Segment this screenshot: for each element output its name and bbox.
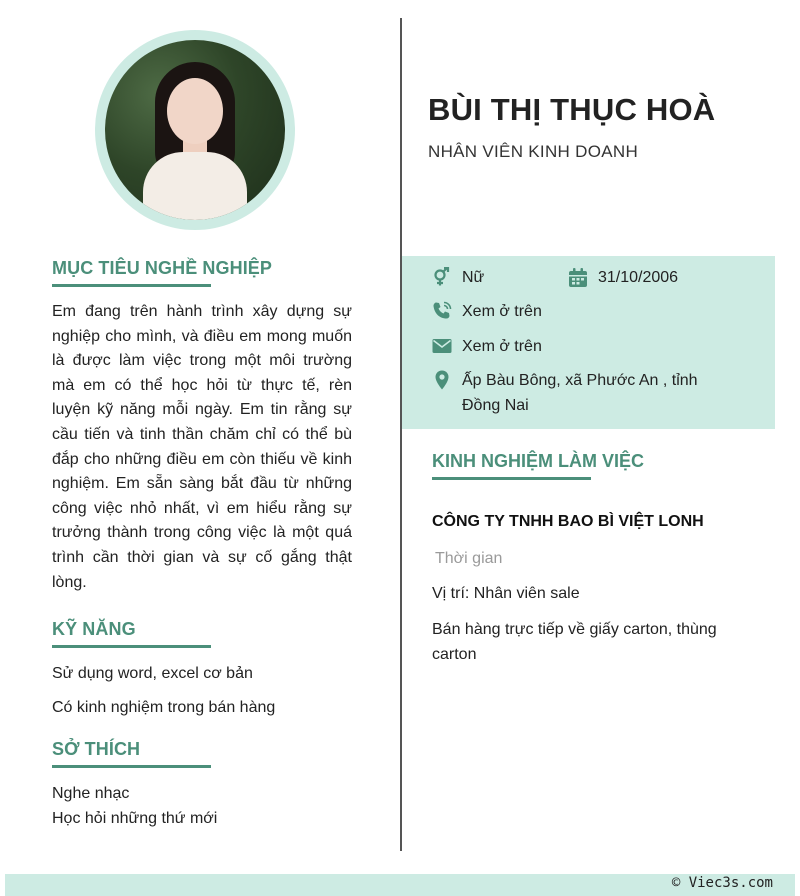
- address-text: Ấp Bàu Bông, xã Phước An , tỉnh Đồng Nai: [462, 372, 698, 414]
- avatar: [105, 40, 285, 220]
- personal-info-panel: [402, 256, 775, 429]
- hobby-item: Nghe nhạc: [52, 785, 130, 802]
- email-icon: [432, 335, 462, 357]
- work-period: Thời gian: [435, 550, 503, 567]
- experience-title: KINH NGHIỆM LÀM VIỆC: [432, 451, 645, 471]
- phone-icon: [432, 300, 462, 322]
- email-row: [432, 335, 542, 360]
- objective-text: Em đang trên hành trình xây dựng sự nghiệp cho mình, và điều em mong muốn là được làm việc trong một môi trường mà em có thể học hỏi từ thực tế, rèn luyện kỹ năng mỗi ngày. Em tin rằng sự cầu tiến và tinh thần chăm chỉ có thể bù đắp cho những điều em còn thiếu về kinh nghiệm. Em sẵn sàng bắt đầu từ những công việc nhỏ nhất, vì em hiểu rằng sự trưởng thành trong công việc là một quá trình cần thời gian và sự cố gắng thật lòng.: [52, 303, 352, 591]
- job-title: NHÂN VIÊN KINH DOANH: [428, 142, 639, 161]
- address-row: [432, 369, 722, 418]
- gender-row: [432, 266, 484, 291]
- work-duty: Bán hàng trực tiếp về giấy carton, thùng carton: [432, 621, 717, 663]
- objective-underline: [52, 284, 211, 287]
- gender-text: Nữ: [462, 269, 485, 286]
- hobbies-underline: [52, 765, 211, 768]
- avatar-frame: [95, 30, 295, 230]
- dob-row: [568, 266, 678, 291]
- work-position: Vị trí: Nhân viên sale: [432, 585, 580, 602]
- dob-text: 31/10/2006: [598, 269, 679, 286]
- column-divider: [400, 18, 402, 851]
- phone-text: Xem ở trên: [462, 303, 542, 320]
- objective-title: MỤC TIÊU NGHỀ NGHIỆP: [52, 258, 273, 278]
- location-icon: [432, 369, 462, 391]
- experience-underline: [432, 477, 591, 480]
- company-name: CÔNG TY TNHH BAO BÌ VIỆT LONH: [432, 513, 704, 530]
- hobby-item: Học hỏi những thứ mới: [52, 810, 218, 827]
- gender-icon: [432, 266, 462, 288]
- email-text: Xem ở trên: [462, 338, 542, 355]
- skill-item: Có kinh nghiệm trong bán hàng: [52, 699, 276, 716]
- phone-row: [432, 300, 542, 325]
- calendar-icon: [568, 268, 598, 288]
- candidate-name: BÙI THỊ THỤC HOÀ: [428, 92, 716, 127]
- hobbies-title: SỞ THÍCH: [52, 739, 141, 759]
- skill-item: Sử dụng word, excel cơ bản: [52, 665, 253, 682]
- skills-title: KỸ NĂNG: [52, 619, 136, 639]
- skills-underline: [52, 645, 211, 648]
- footer-credit: © Viec3s.com: [671, 875, 773, 891]
